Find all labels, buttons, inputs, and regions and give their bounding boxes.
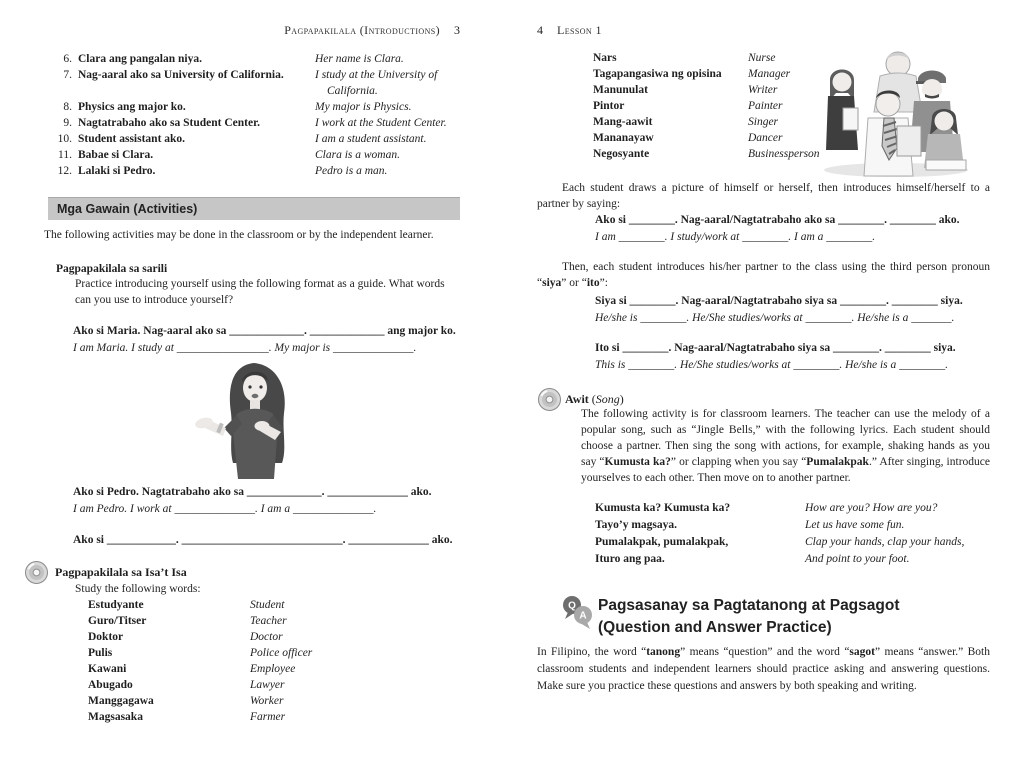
awit-section-title: Awit (Song) (565, 392, 624, 406)
list-item: 9. Nagtatrabaho ako sa Student Center. I work at the Student Center. (63, 117, 447, 129)
list-item: 12. Lalaki si Pedro. Pedro is a man. (57, 165, 388, 177)
activities-section-title: Mga Gawain (Activities) (57, 202, 198, 216)
vocab-row: Negosyante Businessperson (593, 148, 820, 160)
left-page-number: 3 (454, 23, 460, 37)
vocab-row: Mang-aawit Singer (593, 116, 779, 128)
pair-intro-subtitle: Study the following words: (75, 583, 201, 595)
vocab-row: Manggagawa Worker (88, 695, 284, 707)
qa-practice-heading (598, 595, 998, 639)
woman-illustration (188, 361, 322, 481)
sentence-list (40, 51, 460, 179)
right-running-title: Lesson 1 (557, 23, 602, 37)
vocab-row: Nars Nurse (593, 52, 776, 64)
vocab-row: Kawani Employee (88, 663, 296, 675)
vocab-row: Pulis Police officer (88, 647, 313, 659)
list-item: 11. Babae si Clara. Clara is a woman. (58, 149, 400, 161)
question-answer-icon (560, 594, 594, 630)
blank-fill-in-line: Ako si ____________. ____________________________. ______________ ako. (73, 534, 453, 546)
pedro-fill-in-filipino: Ako si Pedro. Nagtatrabaho ako sa _____________. ______________ ako. (73, 486, 432, 498)
vocab-row: Magsasaka Farmer (88, 711, 286, 723)
vocab-row: Guro/Titser Teacher (88, 615, 287, 627)
occupation-vocab-left (88, 597, 418, 725)
qa-heading-line2: (Question and Answer Practice) (598, 619, 832, 636)
maria-fill-in-filipino: Ako si Maria. Nag-aaral ako sa _____________. _____________ ang major ko. (73, 325, 456, 337)
qa-heading-line1: Pagsasanay sa Pagtatanong at Pagsagot (598, 597, 900, 614)
list-item: 8. Physics ang major ko. My major is Physics. (63, 101, 412, 113)
lyric-row: Pumalakpak, pumalakpak, Clap your hands, clap your hands, (595, 536, 965, 548)
right-page-header (537, 22, 602, 38)
vocab-row: Manunulat Writer (593, 84, 778, 96)
vocab-row: Abugado Lawyer (88, 679, 285, 691)
draw-activity-paragraph: Each student draws a picture of himself or herself, then introduces himself/herself to a partner by saying: (537, 182, 990, 210)
q-letter: Q (568, 600, 576, 612)
pedro-fill-in-english: I am Pedro. I work at ______________. I am a ______________. (73, 503, 377, 515)
ito-template-filipino: Ito si ________. Nag-aaral/Nagtatrabaho siya sa ________. ________ siya. (595, 342, 956, 354)
cd-icon (538, 388, 561, 411)
lyric-row: Kumusta ka? Kumusta ka? How are you? How are you? (595, 502, 938, 514)
cd-icon (25, 561, 48, 584)
left-page-header (0, 22, 460, 38)
lyric-row: Ituro ang paa. And point to your foot. (595, 553, 910, 565)
song-lyrics (595, 500, 990, 568)
vocab-row: Pintor Painter (593, 100, 783, 112)
self-intro-title: Pagpapakilala sa sarili (56, 263, 168, 275)
list-item: 7. Nag-aaral ako sa University of California. I study at the University of California. (63, 69, 438, 97)
right-page-number: 4 (537, 23, 543, 37)
maria-fill-in-english: I am Maria. I study at ________________. My major is ______________. (73, 342, 417, 354)
pair-intro-title: Pagpapakilala sa Isa’t Isa (55, 565, 187, 579)
self-template-english: I am ________. I study/work at ________. I am a ________. (595, 231, 876, 243)
qa-practice-paragraph: In Filipino, the word “tanong” means “question” and the word “sagot” means “answer.” Both classroom students and independent learners should practice asking and answering questions. Make sure you practice these questions and answers by both speaking and writing. (537, 646, 990, 692)
vocab-row: Estudyante Student (88, 599, 285, 611)
awit-paragraph: The following activity is for classroom learners. The teacher can use the melody of a popular song, such as “Jingle Bells,” with the following lyrics. Each student should choose a partner. Then sing the song with actions, for example, shaking hands as you say “Kumusta ka?” or clapping when you say “Pumalakpak.” After singing, introduce yourselves to each other. Then move on to another partner. (581, 408, 990, 484)
a-letter: A (579, 610, 587, 622)
vocab-row: Doktor Doctor (88, 631, 283, 643)
list-item: 10. Student assistant ako. I am a student assistant. (57, 133, 427, 145)
siya-template-filipino: Siya si ________. Nag-aaral/Nagtatrabaho siya sa ________. ________ siya. (595, 295, 963, 307)
partner-intro-paragraph: Then, each student introduces his/her partner to the class using the third person pronoun “siya” or “ito”: (537, 261, 990, 289)
vocab-row: Mananayaw Dancer (593, 132, 783, 144)
vocab-row: Tagapangasiwa ng opisina Manager (593, 68, 791, 80)
ito-template-english: This is ________. He/She studies/works at ________. He/she is a ________. (595, 359, 948, 371)
activities-section-bar (48, 197, 460, 220)
list-item: 6. Clara ang pangalan niya. Her name is Clara. (63, 53, 404, 65)
professionals-group-illustration (812, 46, 972, 178)
left-running-title: Pagpapakilala (Introductions) (284, 23, 440, 37)
siya-template-english: He/she is ________. He/She studies/works at ________. He/she is a _______. (595, 312, 955, 324)
self-template-filipino: Ako si ________. Nag-aaral/Nagtatrabaho ako sa ________. ________ ako. (595, 214, 960, 226)
lyric-row: Tayo’y magsaya. Let us have some fun. (595, 519, 905, 531)
self-intro-instructions: Practice introducing yourself using the following format as a guide. What words can you use to introduce yourself? (75, 278, 445, 306)
activities-intro-text: The following activities may be done in the classroom or by the independent learner. (44, 229, 434, 241)
